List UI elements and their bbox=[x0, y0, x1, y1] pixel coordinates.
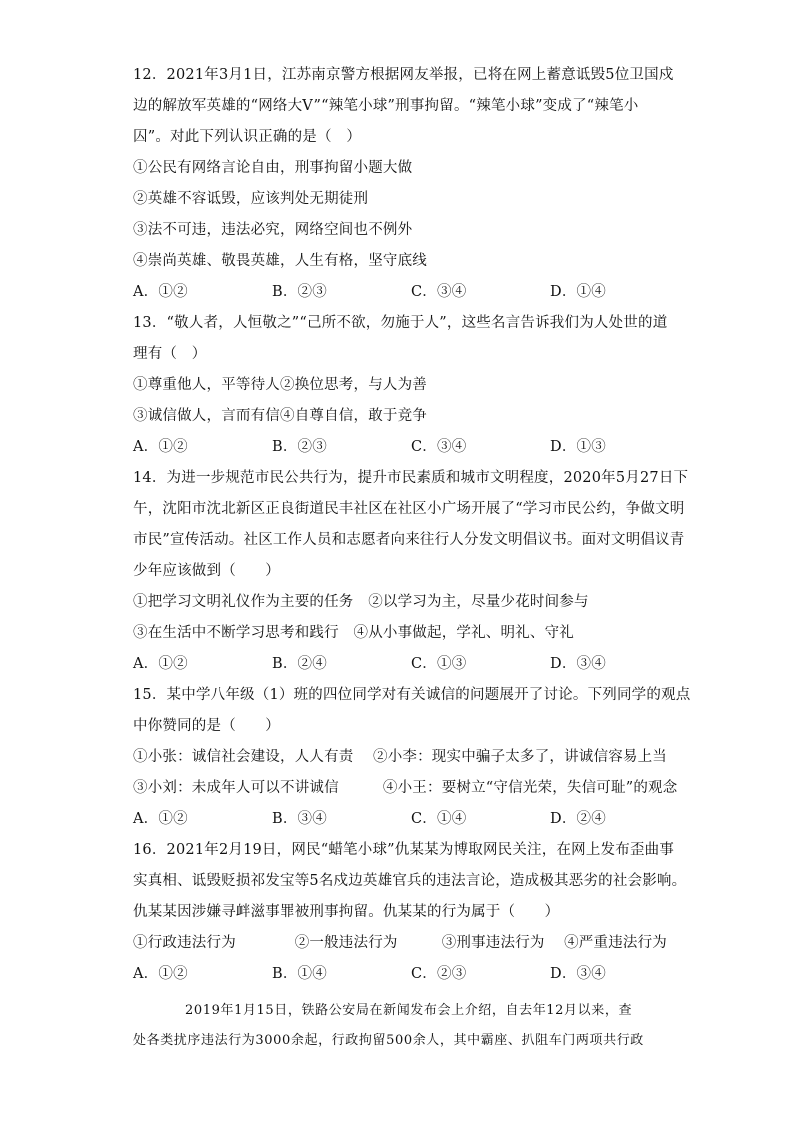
question-16-line-2: 实真相、诋毁贬损祁发宝等5名戍边英雄官兵的违法言论，造成极其恶劣的社会影响。 bbox=[133, 873, 687, 889]
question-14-options bbox=[133, 649, 663, 680]
question-13-statement-1: ①尊重他人，平等待人②换位思考，与人为善 bbox=[133, 377, 427, 393]
option-c[interactable]: C．③④ bbox=[411, 439, 467, 455]
question-13-line-2: 理有（ ） bbox=[133, 346, 207, 362]
option-d[interactable]: D．③④ bbox=[550, 966, 606, 982]
exam-content bbox=[133, 60, 691, 1056]
question-13-statement-2: ③诚信做人，言而有信④自尊自信，敢于竞争 bbox=[133, 408, 427, 424]
question-12-line-2: 边的解放军英雄的“网络大V”“辣笔小球”刑事拘留。“辣笔小球”变成了“辣笔小 bbox=[133, 98, 639, 114]
question-15-line-2: 中你赞同的是（ ） bbox=[133, 718, 280, 734]
question-16-statements: ①行政违法行为 ②一般违法行为 ③刑事违法行为 ④严重违法行为 bbox=[133, 935, 668, 951]
option-d[interactable]: D．③④ bbox=[550, 656, 606, 672]
question-14-line-1: 14．为进一步规范市民公共行为，提升市民素质和城市文明程度，2020年5月27日下 bbox=[133, 470, 689, 486]
question-12-line-3: 囚”。对此下列认识正确的是（ ） bbox=[133, 129, 362, 145]
question-13-options bbox=[133, 432, 663, 463]
question-14-line-3: 市民”宣传活动。社区工作人员和志愿者向来往行人分发文明倡议书。面对文明倡议青 bbox=[133, 532, 685, 548]
question-14-statement-2: ③在生活中不断学习思考和践行 ④从小事做起，学礼、明礼、守礼 bbox=[133, 625, 574, 641]
question-12-statement-1: ①公民有网络言论自由，刑事拘留小题大做 bbox=[133, 160, 413, 176]
option-a[interactable]: A．①② bbox=[133, 966, 188, 982]
passage-line-2: 处各类扰序违法行为3000余起，行政拘留500余人，其中霸座、扒阻车门两项共行政 bbox=[133, 1033, 644, 1048]
question-16-line-3: 仇某某因涉嫌寻衅滋事罪被刑事拘留。仇某某的行为属于（ ） bbox=[133, 904, 560, 920]
question-15 bbox=[133, 680, 691, 835]
option-c[interactable]: C．③④ bbox=[411, 284, 467, 300]
option-d[interactable]: D．①④ bbox=[550, 284, 606, 300]
question-14-line-2: 午，沈阳市沈北新区正良街道民丰社区在社区小广场开展了“学习市民公约，争做文明 bbox=[133, 501, 685, 517]
option-b[interactable]: B．②③ bbox=[272, 439, 327, 455]
question-13 bbox=[133, 308, 668, 463]
question-12 bbox=[133, 60, 674, 308]
question-12-line-1: 12．2021年3月1日，江苏南京警方根据网友举报，已将在网上蓄意诋毁5位卫国戍 bbox=[133, 67, 674, 83]
option-a[interactable]: A．①② bbox=[133, 656, 188, 672]
option-b[interactable]: B．②③ bbox=[272, 284, 327, 300]
option-d[interactable]: D．②④ bbox=[550, 811, 606, 827]
option-b[interactable]: B．①④ bbox=[272, 966, 327, 982]
question-15-line-1: 15．某中学八年级（1）班的四位同学对有关诚信的问题展开了讨论。下列同学的观点 bbox=[133, 687, 691, 703]
passage-line-1: 2019年1月15日，铁路公安局在新闻发布会上介绍，自去年12月以来，查 bbox=[185, 1003, 633, 1018]
reading-passage bbox=[133, 996, 663, 1056]
question-14-line-4: 少年应该做到（ ） bbox=[133, 563, 280, 579]
option-a[interactable]: A．①② bbox=[133, 811, 188, 827]
option-c[interactable]: C．②③ bbox=[411, 966, 467, 982]
question-12-statement-3: ③法不可违，违法必究，网络空间也不例外 bbox=[133, 222, 413, 238]
question-12-options bbox=[133, 277, 663, 308]
question-15-statement-2: ③小刘：未成年人可以不讲诚信 ④小王：要树立“守信光荣，失信可耻”的观念 bbox=[133, 780, 678, 796]
option-c[interactable]: C．①③ bbox=[411, 656, 467, 672]
question-12-statement-2: ②英雄不容诋毁，应该判处无期徒刑 bbox=[133, 191, 369, 207]
question-15-options bbox=[133, 804, 663, 835]
option-c[interactable]: C．①④ bbox=[411, 811, 467, 827]
option-d[interactable]: D．①③ bbox=[550, 439, 606, 455]
question-16-line-1: 16．2021年2月19日，网民“蜡笔小球”仇某某为博取网民关注，在网上发布歪曲事 bbox=[133, 842, 675, 858]
question-15-statement-1: ①小张：诚信社会建设，人人有责 ②小李：现实中骗子太多了，讲诚信容易上当 bbox=[133, 749, 668, 765]
option-a[interactable]: A．①② bbox=[133, 284, 188, 300]
question-12-statement-4: ④崇尚英雄、敬畏英雄，人生有格，坚守底线 bbox=[133, 253, 427, 269]
question-14-statement-1: ①把学习文明礼仪作为主要的任务 ②以学习为主，尽量少花时间参与 bbox=[133, 594, 589, 610]
option-a[interactable]: A．①② bbox=[133, 439, 188, 455]
option-b[interactable]: B．②④ bbox=[272, 656, 327, 672]
option-b[interactable]: B．③④ bbox=[272, 811, 327, 827]
question-16-options bbox=[133, 959, 663, 990]
question-13-line-1: 13．“敬人者，人恒敬之”“己所不欲，勿施于人”，这些名言告诉我们为人处世的道 bbox=[133, 315, 668, 331]
question-14 bbox=[133, 463, 689, 680]
question-16 bbox=[133, 835, 687, 990]
